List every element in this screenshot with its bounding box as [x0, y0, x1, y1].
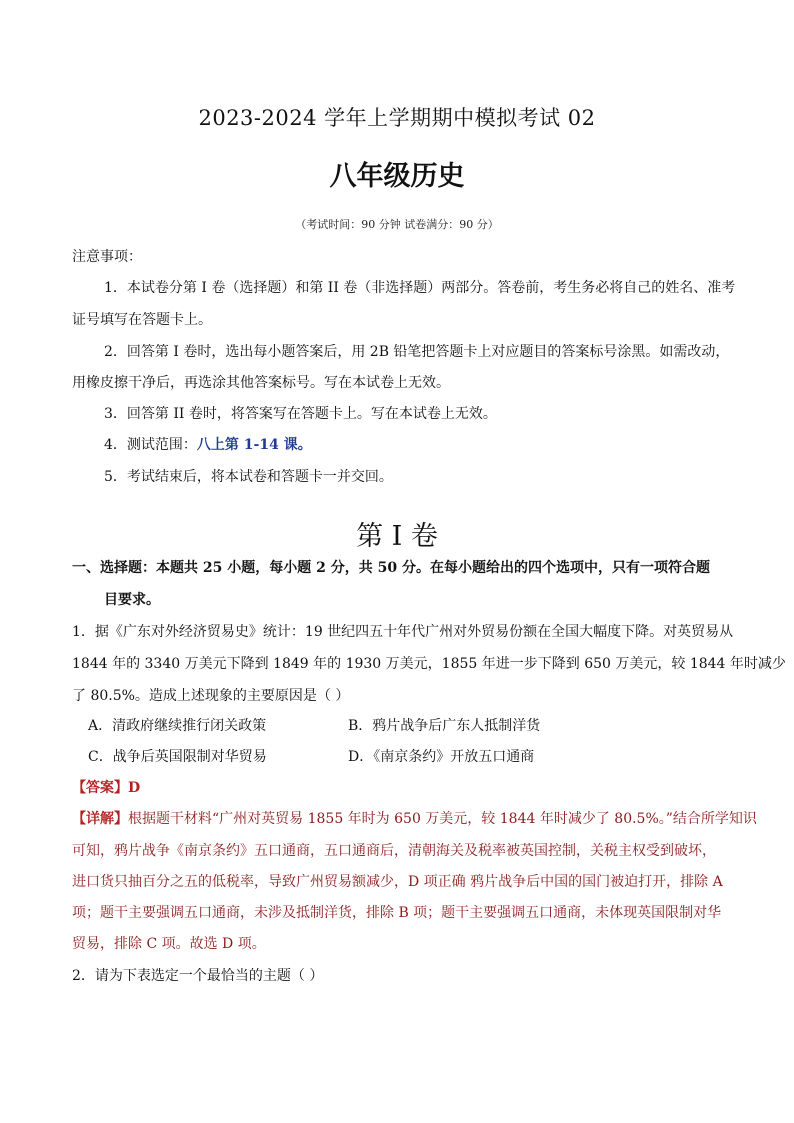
- question-1-detail-line-4: 项；题干主要强调五口通商，未涉及抵制洋货，排除 B 项；题干主要强调五口通商，未体现英国限制对华: [72, 905, 722, 921]
- notice-item-1-line-1: 1．本试卷分第 I 卷（选择题）和第 II 卷（非选择题）两部分。答卷前，考生务必将自己的姓名、准考: [104, 280, 736, 296]
- question-1-detail-line-3: 进口货只抽百分之五的低税率，导致广州贸易额减少，D 项正确 鸦片战争后中国的国门被迫打开，排除 A: [72, 874, 723, 890]
- question-1-detail-line-2: 可知，鸦片战争《南京条约》五口通商，五口通商后，清朝海关及税率被英国控制，关税主权受到破坏，: [72, 843, 716, 859]
- notice-item-5: 5．考试结束后，将本试卷和答题卡一并交回。: [104, 469, 393, 485]
- notice-item-2-line-1: 2．回答第 I 卷时，选出每小题答案后，用 2B 铅笔把答题卡上对应题目的答案标号涂黑。如需改动，: [104, 344, 730, 360]
- question-1-line-1: 1．据《广东对外经济贸易史》统计：19 世纪四五十年代广州对外贸易份额在全国大幅度下降。对英贸易从: [72, 624, 734, 640]
- notice-item-4: [104, 435, 764, 455]
- subject-title: 八年级历史: [329, 161, 465, 192]
- question-1-option-d: D．《南京条约》开放五口通商: [348, 749, 535, 765]
- test-scope: 八上第 1-14 课。: [196, 437, 312, 453]
- question-1-detail-line-5: 贸易，排除 C 项。故选 D 项。: [72, 936, 266, 952]
- question-1-line-2: 1844 年的 3340 万美元下降到 1849 年的 1930 万美元，1855 年进一步下降到 650 万美元，较 1844 年时减少: [72, 656, 786, 672]
- notice-item-3: 3．回答第 II 卷时，将答案写在答题卡上。写在本试卷上无效。: [104, 406, 497, 422]
- section-1-instructions-cont: 目要求。: [104, 592, 160, 608]
- question-1-option-c: C．战争后英国限制对华贸易: [88, 749, 267, 765]
- question-1-line-3: 了 80.5%。造成上述现象的主要原因是（ ）: [72, 688, 350, 704]
- answer-value: D: [128, 780, 141, 796]
- question-1-answer: [72, 778, 732, 798]
- answer-label: 【答案】: [72, 780, 128, 796]
- question-1-detail-line-1: [72, 809, 757, 829]
- notice-item-2-line-2: 用橡皮擦干净后，再选涂其他答案标号。写在本试卷上无效。: [72, 375, 450, 391]
- question-1-option-a: A．清政府继续推行闭关政策: [88, 718, 267, 734]
- notice-item-4-prefix: 4．测试范围：: [104, 437, 197, 453]
- notice-heading: 注意事项：: [72, 249, 142, 265]
- exam-title: 2023-2024 学年上学期期中模拟考试 02: [198, 106, 596, 130]
- question-2-line-1: 2．请为下表选定一个最恰当的主题（ ）: [72, 968, 324, 984]
- question-1-option-b: B．鸦片战争后广东人抵制洋货: [348, 718, 541, 734]
- section-1-instructions: 一、选择题：本题共 25 小题，每小题 2 分，共 50 分。在每小题给出的四个选项中，只有一项符合题: [72, 560, 710, 576]
- volume-title: 第 I 卷: [356, 521, 438, 552]
- exam-info: （考试时间：90 分钟 试卷满分：90 分）: [295, 218, 499, 231]
- detail-text-1: 根据题干材料“广州对英贸易 1855 年时为 650 万美元，较 1844 年时减少了 80.5%。”结合所学知识: [128, 811, 757, 827]
- notice-item-1-line-2: 证号填写在答题卡上。: [72, 312, 212, 328]
- detail-label: 【详解】: [72, 811, 128, 827]
